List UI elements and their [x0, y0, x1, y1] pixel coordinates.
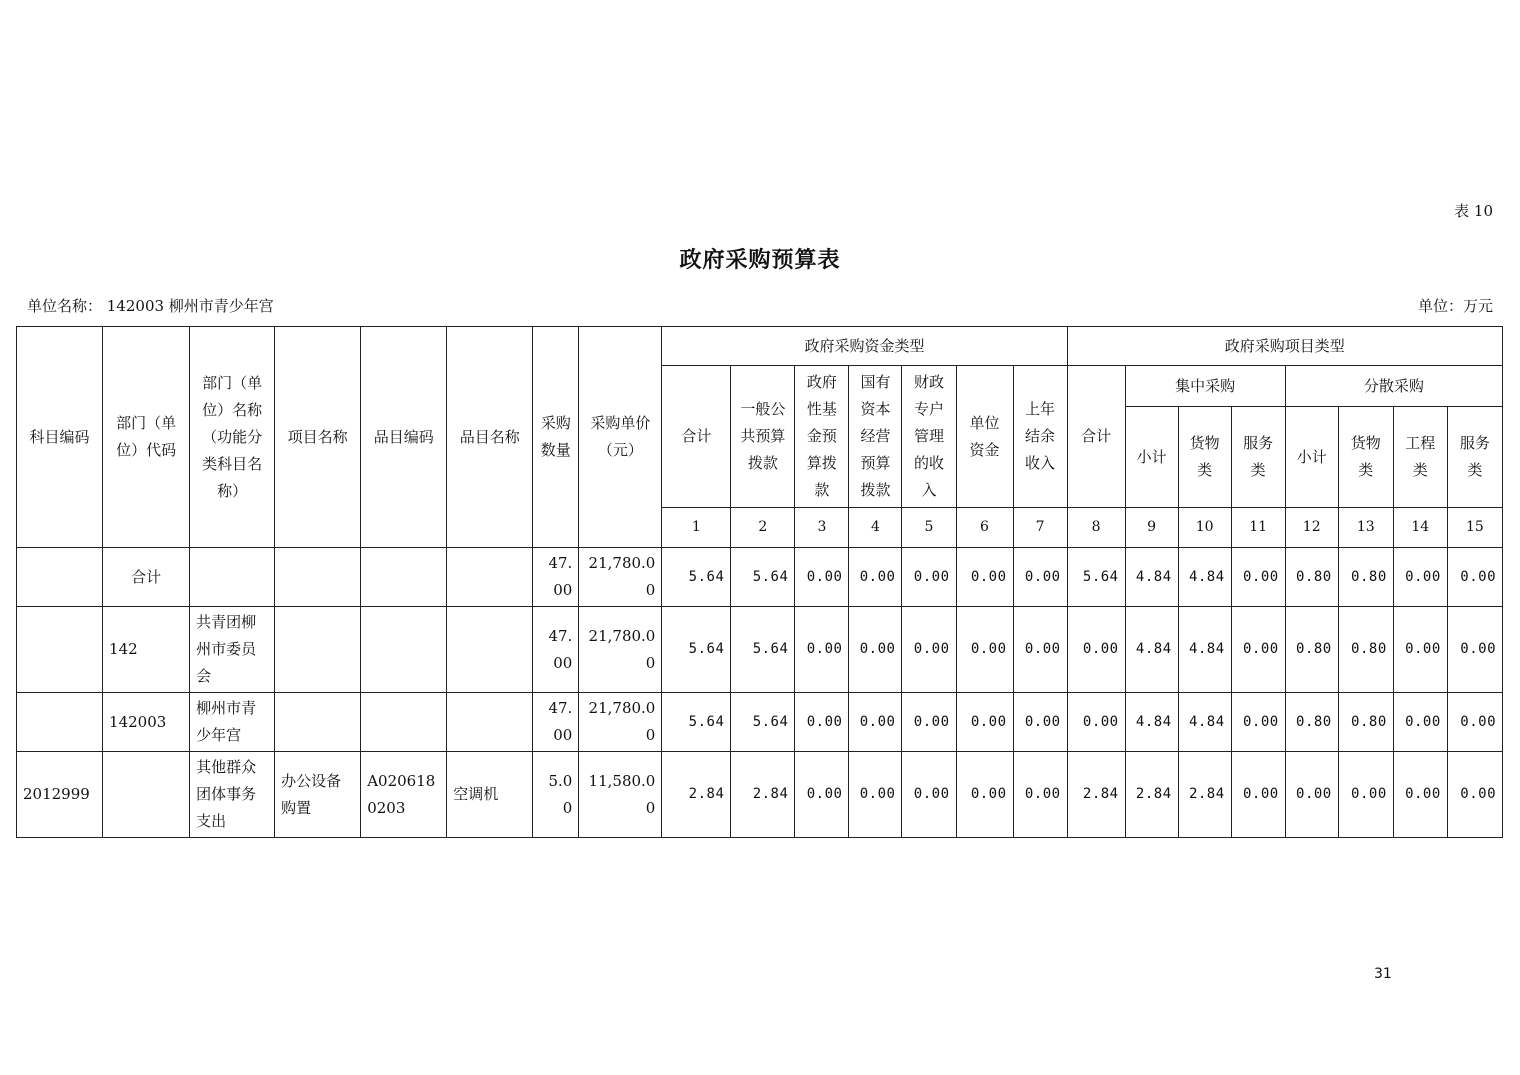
group-centralized: 集中采购	[1125, 366, 1285, 407]
amount-cell: 4.84	[1178, 548, 1231, 607]
unit-price-cell: 21,780.00	[579, 693, 662, 752]
dept-code-cell: 合计	[103, 548, 190, 607]
amount-cell: 0.00	[1231, 693, 1285, 752]
index-cell: 13	[1338, 508, 1393, 548]
index-cell: 9	[1125, 508, 1178, 548]
item-code-cell	[361, 607, 447, 693]
index-cell: 4	[849, 508, 902, 548]
amount-cell: 0.00	[1447, 752, 1502, 838]
amount-cell: 5.64	[662, 607, 731, 693]
index-cell: 14	[1393, 508, 1447, 548]
index-cell: 1	[662, 508, 731, 548]
amount-cell: 0.00	[1338, 752, 1393, 838]
item-code-cell	[361, 548, 447, 607]
col-state-capital: 国有资本经营预算拨款	[849, 366, 902, 508]
dept-code-cell: 142	[103, 607, 190, 693]
amount-cell: 0.80	[1338, 693, 1393, 752]
dept-code-cell	[103, 752, 190, 838]
amount-cell: 0.00	[1393, 752, 1447, 838]
amount-cell: 0.80	[1285, 548, 1338, 607]
amount-cell: 2.84	[662, 752, 731, 838]
col-unit-fund: 单位资金	[956, 366, 1013, 508]
group-project-type: 政府采购项目类型	[1067, 327, 1502, 366]
group-fund-type: 政府采购资金类型	[662, 327, 1067, 366]
amount-cell: 0.00	[795, 548, 849, 607]
subject-code-cell	[17, 548, 103, 607]
amount-cell: 5.64	[731, 548, 795, 607]
procurement-budget-table	[16, 326, 1503, 838]
col-engineering: 工程类	[1393, 407, 1447, 508]
amount-cell: 4.84	[1178, 607, 1231, 693]
col-total2: 合计	[1067, 366, 1125, 508]
amount-cell: 0.00	[1013, 607, 1067, 693]
col-subtotal2: 小计	[1285, 407, 1338, 508]
amount-cell: 0.00	[849, 548, 902, 607]
amount-cell: 5.64	[662, 548, 731, 607]
dept-name-cell: 其他群众团体事务支出	[190, 752, 275, 838]
amount-cell: 0.80	[1285, 693, 1338, 752]
item-name-cell: 空调机	[447, 752, 533, 838]
amount-cell: 0.80	[1338, 548, 1393, 607]
amount-cell: 0.00	[1013, 548, 1067, 607]
subject-code-cell	[17, 693, 103, 752]
subject-code-cell	[17, 607, 103, 693]
quantity-cell: 47.00	[533, 548, 579, 607]
amount-cell: 2.84	[1125, 752, 1178, 838]
amount-cell: 0.00	[1447, 693, 1502, 752]
subject-code-cell: 2012999	[17, 752, 103, 838]
index-cell: 11	[1231, 508, 1285, 548]
amount-cell: 2.84	[1178, 752, 1231, 838]
amount-cell: 0.00	[1231, 607, 1285, 693]
amount-cell: 0.00	[1393, 693, 1447, 752]
amount-cell: 0.00	[849, 693, 902, 752]
col-special-account: 财政专户管理的收入	[902, 366, 956, 508]
dept-name-cell: 共青团柳州市委员会	[190, 607, 275, 693]
unit-price-cell: 11,580.00	[579, 752, 662, 838]
index-cell: 8	[1067, 508, 1125, 548]
col-unit-price: 采购单价（元）	[579, 327, 662, 548]
page-number: 31	[1374, 966, 1392, 982]
table-row	[17, 607, 1503, 693]
index-cell: 15	[1447, 508, 1502, 548]
page-title: 政府采购预算表	[679, 247, 841, 273]
item-code-cell	[361, 693, 447, 752]
dept-name-cell: 柳州市青少年宫	[190, 693, 275, 752]
amount-cell: 4.84	[1125, 693, 1178, 752]
amount-cell: 0.80	[1285, 607, 1338, 693]
amount-cell: 5.64	[662, 693, 731, 752]
quantity-cell: 47.00	[533, 693, 579, 752]
amount-cell: 0.00	[1013, 693, 1067, 752]
project-name-cell	[275, 548, 361, 607]
amount-cell: 2.84	[731, 752, 795, 838]
col-goods2: 货物类	[1338, 407, 1393, 508]
amount-cell: 0.00	[956, 607, 1013, 693]
unit-name-label: 单位名称： 142003 柳州市青少年宫	[27, 297, 274, 315]
amount-cell: 0.00	[795, 752, 849, 838]
item-name-cell	[447, 548, 533, 607]
amount-cell: 0.00	[1393, 548, 1447, 607]
unit-price-cell: 21,780.00	[579, 607, 662, 693]
amount-cell: 0.80	[1338, 607, 1393, 693]
index-cell: 5	[902, 508, 956, 548]
amount-cell: 0.00	[795, 607, 849, 693]
item-name-cell	[447, 607, 533, 693]
amount-cell: 0.00	[1067, 607, 1125, 693]
amount-cell: 5.64	[731, 693, 795, 752]
amount-cell: 2.84	[1067, 752, 1125, 838]
col-dept-name: 部门（单位）名称（功能分类科目名称）	[190, 327, 275, 548]
index-cell: 2	[731, 508, 795, 548]
col-general-public: 一般公共预算拨款	[731, 366, 795, 508]
amount-cell: 0.00	[849, 607, 902, 693]
amount-cell: 0.00	[902, 607, 956, 693]
amount-cell: 0.00	[1231, 548, 1285, 607]
col-service: 服务类	[1231, 407, 1285, 508]
amount-cell: 0.00	[956, 548, 1013, 607]
amount-cell: 0.00	[1447, 607, 1502, 693]
amount-cell: 5.64	[731, 607, 795, 693]
table-number: 表 10	[1454, 202, 1493, 220]
amount-cell: 5.64	[1067, 548, 1125, 607]
amount-cell: 4.84	[1125, 548, 1178, 607]
header-row-1	[17, 327, 1503, 366]
amount-cell: 0.00	[956, 752, 1013, 838]
col-total: 合计	[662, 366, 731, 508]
dept-code-cell: 142003	[103, 693, 190, 752]
project-name-cell: 办公设备购置	[275, 752, 361, 838]
index-cell: 12	[1285, 508, 1338, 548]
currency-unit-label: 单位：万元	[1417, 297, 1493, 315]
unit-price-cell: 21,780.00	[579, 548, 662, 607]
amount-cell: 0.00	[1393, 607, 1447, 693]
amount-cell: 0.00	[1447, 548, 1502, 607]
amount-cell: 0.00	[902, 693, 956, 752]
amount-cell: 0.00	[956, 693, 1013, 752]
col-item-code: 品目编码	[361, 327, 447, 548]
amount-cell: 0.00	[1067, 693, 1125, 752]
item-code-cell: A0206180203	[361, 752, 447, 838]
dept-name-cell	[190, 548, 275, 607]
amount-cell: 0.00	[1013, 752, 1067, 838]
amount-cell: 0.00	[902, 752, 956, 838]
col-service2: 服务类	[1447, 407, 1502, 508]
col-goods: 货物类	[1178, 407, 1231, 508]
table-row	[17, 693, 1503, 752]
amount-cell: 4.84	[1125, 607, 1178, 693]
col-item-name: 品目名称	[447, 327, 533, 548]
amount-cell: 0.00	[1231, 752, 1285, 838]
col-dept-code: 部门（单位）代码	[103, 327, 190, 548]
amount-cell: 0.00	[795, 693, 849, 752]
quantity-cell: 47.00	[533, 607, 579, 693]
index-cell: 6	[956, 508, 1013, 548]
table-row	[17, 752, 1503, 838]
col-carryover: 上年结余收入	[1013, 366, 1067, 508]
project-name-cell	[275, 607, 361, 693]
col-project-name: 项目名称	[275, 327, 361, 548]
col-subject-code: 科目编码	[17, 327, 103, 548]
amount-cell: 0.00	[1285, 752, 1338, 838]
table-row	[17, 548, 1503, 607]
index-cell: 3	[795, 508, 849, 548]
quantity-cell: 5.00	[533, 752, 579, 838]
index-cell: 10	[1178, 508, 1231, 548]
group-decentralized: 分散采购	[1285, 366, 1502, 407]
col-quantity: 采购数量	[533, 327, 579, 548]
amount-cell: 0.00	[902, 548, 956, 607]
amount-cell: 0.00	[849, 752, 902, 838]
project-name-cell	[275, 693, 361, 752]
item-name-cell	[447, 693, 533, 752]
col-subtotal: 小计	[1125, 407, 1178, 508]
index-cell: 7	[1013, 508, 1067, 548]
col-gov-fund: 政府性基金预算拨款	[795, 366, 849, 508]
amount-cell: 4.84	[1178, 693, 1231, 752]
